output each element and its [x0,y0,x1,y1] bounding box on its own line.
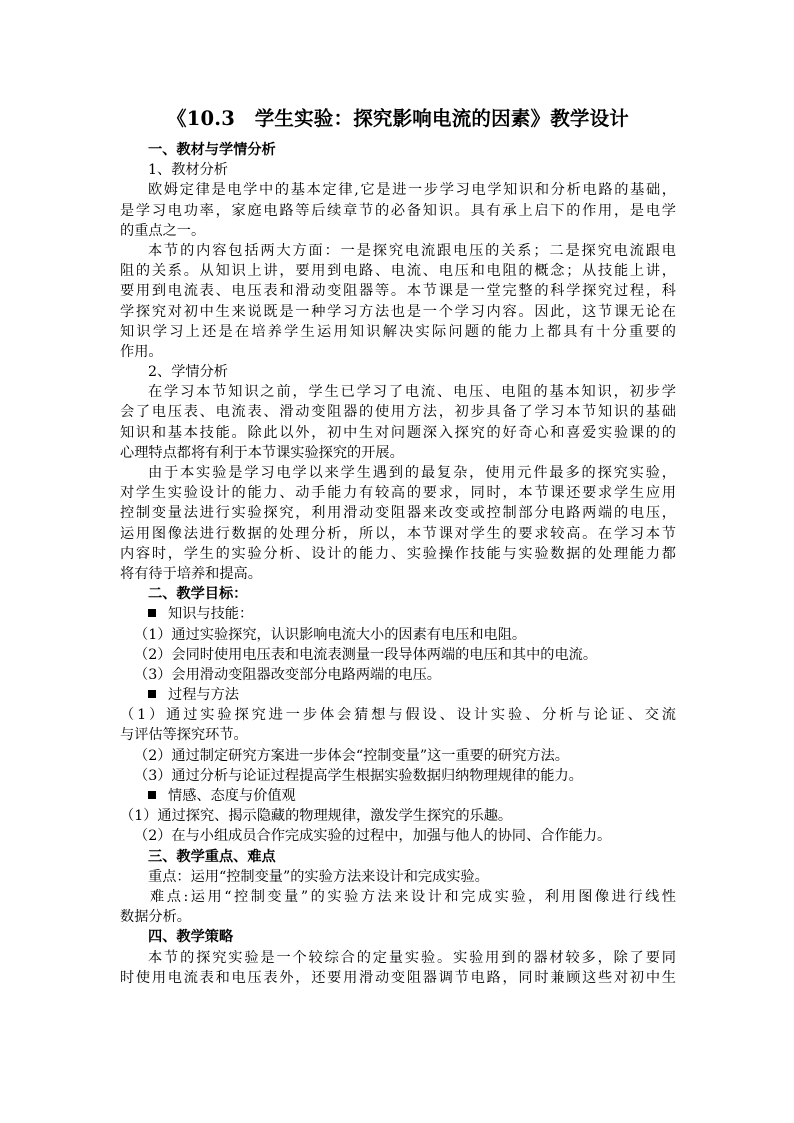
line-text: 过程与方法 [168,687,239,704]
text-line [120,261,676,281]
text-line [120,443,676,463]
text-line [120,907,676,927]
line-text: 内容时，学生的实验分析、设计的能力、实验操作技能与实验数据的处理能力都 [120,545,676,562]
text-line [120,766,676,786]
line-text: 知识和基本技能。除此以外，初中生对问题深入探究的好奇心和喜爱实验课的的 [120,424,676,441]
line-text: （2）会同时使用电压表和电流表测量一段导体两端的电压和其中的电流。 [134,646,598,663]
text-line [120,948,676,968]
line-text: 四、教学策略 [148,929,234,946]
text-line [120,463,676,483]
line-text: 的重点之一。 [120,222,206,239]
document-page [120,104,676,988]
text-line [120,241,676,261]
text-line [120,645,676,665]
text-line [120,221,676,241]
line-text: 知识与技能： [168,606,254,623]
text-line [120,625,676,645]
line-text: 难点:运用“控制变量”的实验方法来设计和完成实验，利用图像进行线性 [150,888,676,905]
line-text: 将有待于培养和提高。 [120,565,262,582]
line-text: 心理特点都将有利于本节课实验探究的开展。 [120,444,404,461]
line-text: 重点：运用“控制变量”的实验方法来设计和完成实验。 [148,868,489,885]
text-line [120,826,676,846]
line-text: 数据分析。 [120,909,191,926]
text-line [120,524,676,544]
text-line [120,544,676,564]
line-text: 阻的关系。从知识上讲，要用到电路、电流、电压和电阻的概念；从技能上讲， [120,263,676,280]
text-line [120,806,676,826]
text-line [120,180,676,200]
text-line [120,281,676,301]
line-text: （3）会用滑动变阻器改变部分电路两端的电压。 [134,666,441,683]
text-line [120,402,676,422]
line-text: 2、学情分析 [148,364,228,381]
square-bullet-icon [148,609,156,617]
text-line [120,302,676,322]
text-line [120,382,676,402]
line-text: 情感、态度与价值观 [168,788,296,804]
text-line [120,927,676,947]
line-text: 对学生实验设计的能力、动手能力有较高的要求，同时，本节课还要求学生应用 [120,485,676,502]
line-text: 本节的内容包括两大方面：一是探究电流跟电压的关系；二是探究电流跟电 [148,242,676,259]
line-text: 是学习电功率，家庭电路等后续章节的必备知识。具有承上启下的作用，是电学 [120,202,676,219]
text-line [120,342,676,362]
text-line [120,160,676,180]
text-line [120,725,676,745]
line-text: 一、教材与学情分析 [148,142,276,158]
line-text: 要用到电流表、电压表和滑动变阻器等。本节课是一堂完整的科学探究过程，科 [120,283,676,300]
line-text: 1、教材分析 [148,162,228,179]
text-line [120,362,676,382]
square-bullet-icon [148,791,156,799]
line-text: （2）在与小组成员合作完成实验的过程中，加强与他人的协同、合作能力。 [134,828,612,845]
text-line [120,604,676,624]
text-line [120,423,676,443]
line-text: （2）通过制定研究方案进一步体会“控制变量”这一重要的研究方法。 [134,747,569,764]
line-text: 由于本实验是学习电学以来学生遇到的最复杂，使用元件最多的探究实验， [148,465,676,481]
line-text: 控制变量法进行实验探究，利用滑动变阻器来改变或控制部分电路两端的电压， [120,505,676,522]
line-text: （1）通过探究、揭示隐藏的物理规律，激发学生探究的乐趣。 [120,808,513,825]
line-text: 与评估等探究环节。 [120,727,248,744]
text-line [120,665,676,685]
line-text: 在学习本节知识之前，学生已学习了电流、电压、电阻的基本知识，初步学 [148,384,676,401]
line-text: 运用图像法进行数据的处理分析，所以，本节课对学生的要求较高。在学习本节 [120,525,676,542]
square-bullet-icon [148,690,156,698]
text-line [120,483,676,503]
text-line [120,322,676,342]
text-line [120,503,676,523]
text-line [120,140,676,160]
line-text: 时使用电流表和电压表外，还要用滑动变阻器调节电路，同时兼顾这些对初中生 [120,969,676,986]
line-text: 欧姆定律是电学中的基本定律,它是进一步学习电学知识和分析电路的基础， [148,182,676,199]
text-line [120,786,676,806]
text-line [120,968,676,988]
line-text: （1）通过实验探究，认识影响电流大小的因素有电压和电阻。 [134,626,527,643]
text-line [120,887,676,907]
line-text: 知识学习上还是在培养学生运用知识解决实际问题的能力上都具有十分重要的 [120,323,676,340]
line-text: （3）通过分析与论证过程提高学生根据实验数据归纳物理规律的能力。 [134,767,583,784]
line-text: 学探究对初中生来说既是一种学习方法也是一个学习内容。因此，这节课无论在 [120,303,676,320]
text-line [120,847,676,867]
text-line [120,564,676,584]
line-text: 会了电压表、电流表、滑动变阻器的使用方法，初步具备了学习本节知识的基础 [120,404,676,421]
text-line [120,685,676,705]
page-title: 《10.3 学生实验：探究影响电流的因素》教学设计 [167,107,629,130]
line-text: 本节的探究实验是一个较综合的定量实验。实验用到的器材较多，除了要同 [148,949,676,966]
text-line [120,705,676,725]
document-body [120,140,676,988]
text-line [120,201,676,221]
line-text: 作用。 [120,343,163,360]
text-line [120,584,676,604]
line-text: 二、教学目标： [148,586,248,603]
text-line [120,746,676,766]
text-line [120,867,676,887]
line-text: （1）通过实验探究进一步体会猜想与假设、设计实验、分析与论证、交流 [120,707,676,724]
line-text: 三、教学重点、难点 [148,848,276,865]
